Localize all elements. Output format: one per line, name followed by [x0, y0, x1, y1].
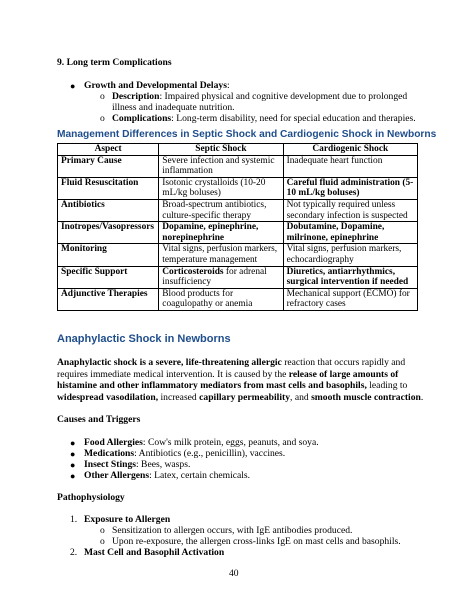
paragraph-bold: capillary permeability [199, 391, 291, 403]
list-item [84, 437, 319, 449]
paragraph-text: requires immediate medical intervention. It is caused by the [57, 368, 289, 380]
cause-label: Food Allergies [84, 437, 143, 448]
step-label: Mast Cell and Basophil Activation [84, 547, 225, 558]
paragraph-text: , and [290, 391, 312, 403]
step-number: 1. [70, 514, 78, 525]
paragraph-text: increased [158, 391, 200, 403]
table-row [58, 155, 418, 177]
cardio-cell: Inadequate heart function [283, 155, 417, 177]
growth-delays-item [84, 80, 230, 92]
table-row [58, 266, 418, 288]
sub-list-item: Sensitization to allergen occurs, with IgE antibodies produced. [112, 525, 353, 536]
septic-cell: Vital signs, perfusion markers, temperature management [159, 244, 283, 266]
paragraph-bold: histamine and other inflammatory mediators from mast cells and basophils, [57, 380, 367, 391]
page-number: 40 [229, 568, 239, 579]
paragraph-line [57, 392, 427, 404]
paragraph-line [57, 369, 427, 381]
header-septic: Septic Shock [159, 144, 283, 156]
header-aspect: Aspect [58, 144, 159, 156]
list-item [84, 470, 250, 482]
causes-title: Causes and Triggers [57, 414, 141, 425]
paragraph-bold: Anaphylactic shock is a severe, life-threatening allergic [57, 357, 282, 368]
header-cardiogenic: Cardiogenic Shock [283, 144, 417, 156]
pathophysiology-title: Pathophysiology [57, 492, 125, 503]
cardio-cell: Mechanical support (ECMO) for refractory cases [283, 288, 417, 310]
cause-text: : Bees, wasps. [135, 459, 191, 470]
septic-cell [159, 266, 283, 288]
septic-cell: Dopamine, epinephrine, norepinephrine [159, 222, 283, 244]
paragraph-bold: widespread vasodilation, [57, 391, 159, 403]
sub-list-item: Upon re-exposure, the allergen cross-links IgE on mast cells and basophils. [112, 536, 401, 547]
aspect-cell: Specific Support [58, 266, 159, 288]
septic-cell: Severe infection and systemic inflammation [159, 155, 283, 177]
circle-bullet-icon: o [100, 91, 105, 102]
complications-text: : Long-term disability, need for special education and therapies. [171, 113, 416, 124]
growth-delays-label: Growth and Developmental Delays [84, 80, 227, 91]
description-text: : Impaired physical and cognitive development due to prolonged [159, 91, 408, 102]
table-row [58, 288, 418, 310]
bullet-icon: ● [70, 449, 76, 459]
cause-text: : Latex, certain chemicals. [149, 470, 251, 481]
paragraph-text: leading to [366, 380, 408, 391]
aspect-cell: Monitoring [58, 244, 159, 266]
septic-cell: Broad-spectrum antibiotics, culture-specific therapy [159, 199, 283, 221]
section-9-title: 9. Long term Complications [57, 57, 172, 68]
paragraph-text: reaction that occurs rapidly and [281, 357, 406, 368]
cause-text: : Antibiotics (e.g., penicillin), vaccines. [134, 448, 286, 459]
step-number: 2. [70, 547, 78, 558]
complications-label: Complications [112, 113, 172, 124]
bullet-icon: ● [70, 81, 76, 91]
septic-cell: Isotonic crystalloids (10-20 mL/kg boluses) [159, 177, 283, 199]
cardio-cell: Dobutamine, Dopamine, milrinone, epinephrine [283, 222, 417, 244]
aspect-cell: Primary Cause [58, 155, 159, 177]
septic-cell: Blood products for coagulopathy or anemia [159, 288, 283, 310]
table-row [58, 199, 418, 221]
circle-bullet-icon: o [100, 113, 105, 124]
aspect-cell: Inotropes/Vasopressors [58, 222, 159, 244]
paragraph-line [57, 357, 427, 369]
table-header-row [58, 144, 418, 156]
complications-item [112, 113, 432, 125]
cardio-cell: Diuretics, antiarrhythmics, surgical intervention if needed [283, 266, 417, 288]
management-heading: Management Differences in Septic Shock and Cardiogenic Shock in Newborns [57, 129, 437, 140]
cause-label: Medications [84, 448, 135, 459]
aspect-cell: Adjunctive Therapies [58, 288, 159, 310]
cause-label: Insect Stings [84, 459, 136, 470]
description-item [112, 91, 432, 103]
bullet-icon: ● [70, 471, 76, 481]
circle-bullet-icon: o [100, 536, 105, 547]
anaphylaxis-heading: Anaphylactic Shock in Newborns [57, 333, 231, 345]
circle-bullet-icon: o [100, 525, 105, 536]
growth-delays-colon: : [226, 80, 230, 91]
table-row [58, 222, 418, 244]
adrenal-text: for adrenal insufficiency [162, 266, 267, 288]
paragraph-bold: smooth muscle contraction [311, 391, 421, 403]
cause-text: : Cow's milk protein, eggs, peanuts, and soya. [142, 437, 319, 448]
step-label: Exposure to Allergen [84, 514, 171, 525]
description-label: Description [112, 91, 160, 102]
cardio-cell: Vital signs, perfusion markers, echocardiography [283, 244, 417, 266]
aspect-cell: Antibiotics [58, 199, 159, 221]
cause-label: Other Allergens [84, 470, 150, 481]
cardio-cell: Careful fluid administration (5-10 mL/kg boluses) [283, 177, 417, 199]
anaphylaxis-paragraph [57, 357, 427, 403]
list-item [84, 459, 190, 471]
description-text-continued: illness and inadequate nutrition. [112, 102, 235, 113]
comparison-table [57, 143, 418, 311]
list-item [84, 448, 285, 460]
paragraph-text: . [420, 391, 424, 403]
paragraph-bold: release of large amounts of [288, 368, 399, 380]
bullet-icon: ● [70, 438, 76, 448]
table-row [58, 244, 418, 266]
cardio-cell: Not typically required unless secondary infection is suspected [283, 199, 417, 221]
paragraph-line [57, 380, 427, 392]
aspect-cell: Fluid Resuscitation [58, 177, 159, 199]
corticosteroids-text: Corticosteroids [162, 266, 224, 277]
bullet-icon: ● [70, 460, 76, 470]
table-row [58, 177, 418, 199]
